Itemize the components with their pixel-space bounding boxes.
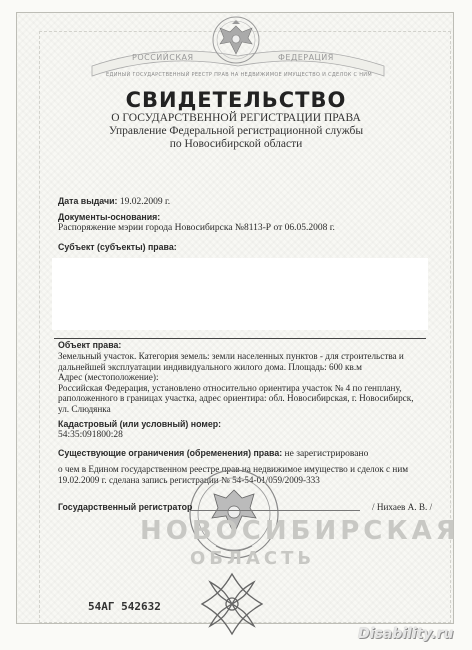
restrictions-value: не зарегистрировано bbox=[284, 449, 369, 459]
object-line: ул. Слюдянка bbox=[58, 403, 111, 414]
restrictions-label: Существующие ограничения (обременения) права: bbox=[58, 448, 283, 458]
issuing-region: по Новосибирской области bbox=[169, 138, 303, 150]
object-label: Объект права: bbox=[58, 340, 122, 350]
object-line: Земельный участок. Категория земель: земли населенных пунктов - для строительства и bbox=[58, 351, 404, 361]
object-line: Российская Федерация, установлено относительно ориентира участок № 4 по генплану, bbox=[58, 382, 402, 393]
banner-left-text: РОССИЙСКАЯ bbox=[132, 53, 194, 62]
object-line: Адрес (местоположение): bbox=[58, 372, 159, 383]
restrictions-row bbox=[58, 448, 368, 460]
registry-line: о чем в Едином государственном реестре прав на недвижимое имущество и сделок с ним bbox=[58, 464, 409, 474]
document-subtitle: О ГОСУДАРСТВЕННОЙ РЕГИСТРАЦИИ ПРАВА bbox=[111, 112, 361, 124]
object-line: раположенного в границах участка, адрес ориентира: обл. Новосибирская, г. Новосибирск, bbox=[58, 393, 414, 404]
issue-date-label: Дата выдачи: bbox=[58, 196, 118, 206]
double-headed-eagle-icon bbox=[210, 14, 262, 66]
region-stamp-line1: НОВОСИБИРСКАЯ bbox=[140, 516, 460, 546]
registrar-signature: / Нихаев А. В. / bbox=[372, 502, 433, 512]
registry-microtext: ЕДИНЫЙ ГОСУДАРСТВЕННЫЙ РЕЕСТР ПРАВ НА НЕДВИЖИМОЕ ИМУЩЕСТВО И СДЕЛОК С НИМ bbox=[106, 72, 372, 78]
cadastral-label: Кадастровый (или условный) номер: bbox=[58, 419, 222, 429]
issuing-agency: Управление Федеральной регистрационной службы bbox=[108, 125, 364, 137]
documents-basis-label: Документы-основания: bbox=[58, 212, 161, 222]
documents-basis-value: Распоряжение мэрии города Новосибирска №8113-Р от 06.05.2008 г. bbox=[58, 223, 335, 233]
serial-number: 54АГ 542632 bbox=[88, 600, 161, 613]
cadastral-value: 54:35:091800:28 bbox=[58, 430, 123, 440]
subject-label: Субъект (субъекты) права: bbox=[58, 242, 177, 252]
registry-line: 19.02.2009 г. сделана запись регистрации № 54-54-01/059/2009-333 bbox=[58, 474, 320, 485]
region-stamp-line2: ОБЛАСТЬ bbox=[190, 548, 316, 569]
document-title: СВИДЕТЕЛЬСТВО bbox=[125, 88, 347, 112]
object-description bbox=[58, 351, 418, 415]
registrar-label: Государственный регистратор bbox=[58, 502, 193, 512]
object-line: дальнейшей эксплуатации индивидуального жилого дома. Площадь: 600 кв.м bbox=[58, 361, 362, 372]
issue-date-value: 19.02.2009 г. bbox=[119, 197, 171, 207]
banner-right-text: ФЕДЕРАЦИЯ bbox=[278, 53, 334, 62]
signature-line bbox=[190, 510, 360, 511]
issue-date-row bbox=[58, 196, 170, 208]
section-divider bbox=[54, 338, 426, 339]
redacted-area bbox=[52, 258, 428, 330]
watermark: Disability.ru bbox=[358, 626, 454, 642]
rosette-ornament-icon bbox=[196, 568, 268, 640]
